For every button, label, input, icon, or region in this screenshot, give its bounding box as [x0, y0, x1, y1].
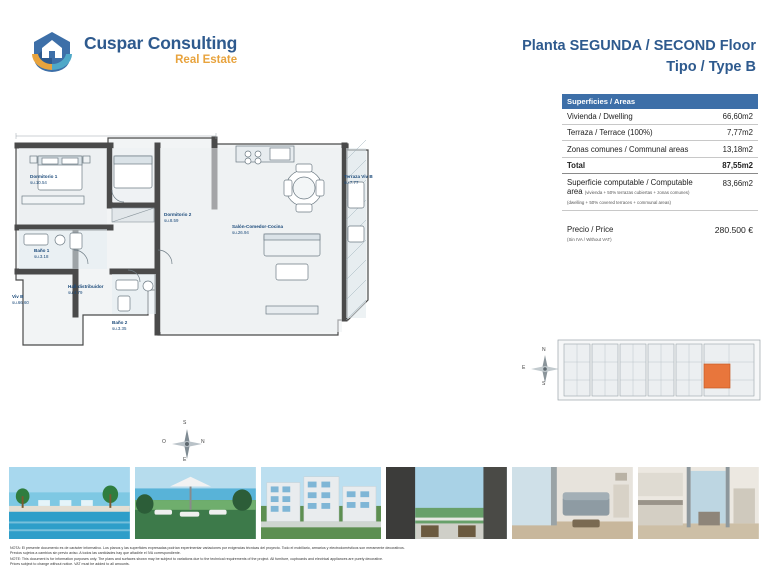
floorplan-drawing [8, 130, 408, 430]
areas-table-header: Superficies / Areas [562, 94, 758, 109]
building-exterior-photo [260, 466, 383, 540]
price-note: (Sin IVA / Without VAT) [567, 237, 612, 243]
page-title [522, 36, 756, 78]
table-row-total [562, 158, 758, 174]
compass-label-o: O [162, 439, 166, 445]
area-value: 13,18m2 [722, 144, 753, 154]
room-label-dormitorio-1: Dormitorio 1 su.10.54 [30, 174, 58, 185]
areas-table [562, 94, 758, 246]
area-value: 66,60m2 [722, 112, 753, 122]
plan-floor-title: Planta SEGUNDA / SECOND Floor [522, 38, 756, 54]
table-row [562, 109, 758, 125]
footer-note-es-1: NOTA: El presente documento es de carácter informativo. Los planos y las superficies expresadas podrían experimentar variaciones por exigencias técnicas del proyecto. Todo el mobiliario, armarios y electrodomésticos son meramente decorativos. [10, 546, 405, 550]
living-room-interior-photo [511, 466, 634, 540]
room-label-salon-comedor-cocina: Salón-Comedor-Cocina su.26.94 [232, 224, 284, 235]
pool-terrace-photo [8, 466, 131, 540]
area-value: 7,77m2 [726, 128, 753, 138]
compass-rose-main [162, 420, 206, 463]
balcony-view-photo [385, 466, 508, 540]
photo-strip [8, 466, 760, 540]
keyplan-compass-label-e: E [522, 365, 526, 371]
footer-note-es-2: Precios sujetos a cambios sin previo aviso. A todos las cantidades hay que añadirle el IVA correspondiente. [10, 551, 181, 556]
computable-label-es: Superficie computable / [567, 177, 649, 187]
footer-note-en-2: Prices subject to change without notice. VAT must be added to all amounts. [10, 562, 130, 567]
room-label-bano-2: Baño 2 su.3.35 [112, 320, 128, 331]
compass-label-e: E [183, 457, 187, 463]
area-label: Zonas comunes / Communal areas [567, 144, 689, 154]
price-value: 280.500 € [714, 225, 753, 236]
plan-type-title: Tipo / Type B [666, 59, 756, 76]
keyplan-compass-label-s: S [542, 381, 546, 387]
table-row [562, 141, 758, 157]
footer-note-en-1: NOTE: This document is for information purposes only. The plans and surfaces shown may be subject to variations due to the technical requirements of the project. All furniture, cupboards and electrical appliances are purely decorative. [10, 556, 383, 561]
compass-label-s: S [183, 420, 187, 426]
price-label: Precio / Price [567, 225, 614, 235]
room-label-vivienda: Viv B su.66.60 [12, 294, 29, 305]
keyplan-diagram [556, 336, 762, 404]
compass-label-n: N [201, 439, 205, 445]
kitchen-interior-photo [637, 466, 760, 540]
keyplan-highlighted-unit [704, 364, 730, 388]
brand-logo [30, 28, 237, 72]
computable-note-en: (dwelling + 50% covered terraces + communal areas) [567, 200, 671, 206]
room-label-hall: Hall-distribuidor su.4.79 [68, 284, 104, 295]
beach-loungers-photo [134, 466, 257, 540]
room-label-dormitorio-2: Dormitorio 2 su.8.59 [164, 212, 192, 223]
keyplan-compass-label-n: N [542, 347, 546, 353]
total-label: Total [567, 160, 586, 170]
brand-tagline: Real Estate [175, 53, 238, 66]
computable-note-es: (vivienda + 50% terrazas cubiertas + zonas comunes) [584, 190, 690, 196]
computable-area-block [562, 174, 758, 211]
house-shield-icon [30, 28, 74, 72]
room-label-bano-1: Baño 1 su.3.18 [34, 248, 50, 259]
computable-label-en: Computable area [567, 177, 693, 197]
room-label-terraza: Terraza Viv B su.7.77 [344, 174, 373, 185]
area-label: Terraza / Terrace (100%) [567, 128, 653, 138]
table-row [562, 125, 758, 141]
computable-value: 83,66m2 [722, 178, 753, 188]
price-block [562, 211, 758, 246]
brand-name: Cuspar Consulting [84, 33, 238, 54]
total-value: 87,55m2 [722, 160, 753, 170]
area-label: Vivienda / Dwelling [567, 112, 633, 122]
footer-notes [10, 546, 758, 568]
